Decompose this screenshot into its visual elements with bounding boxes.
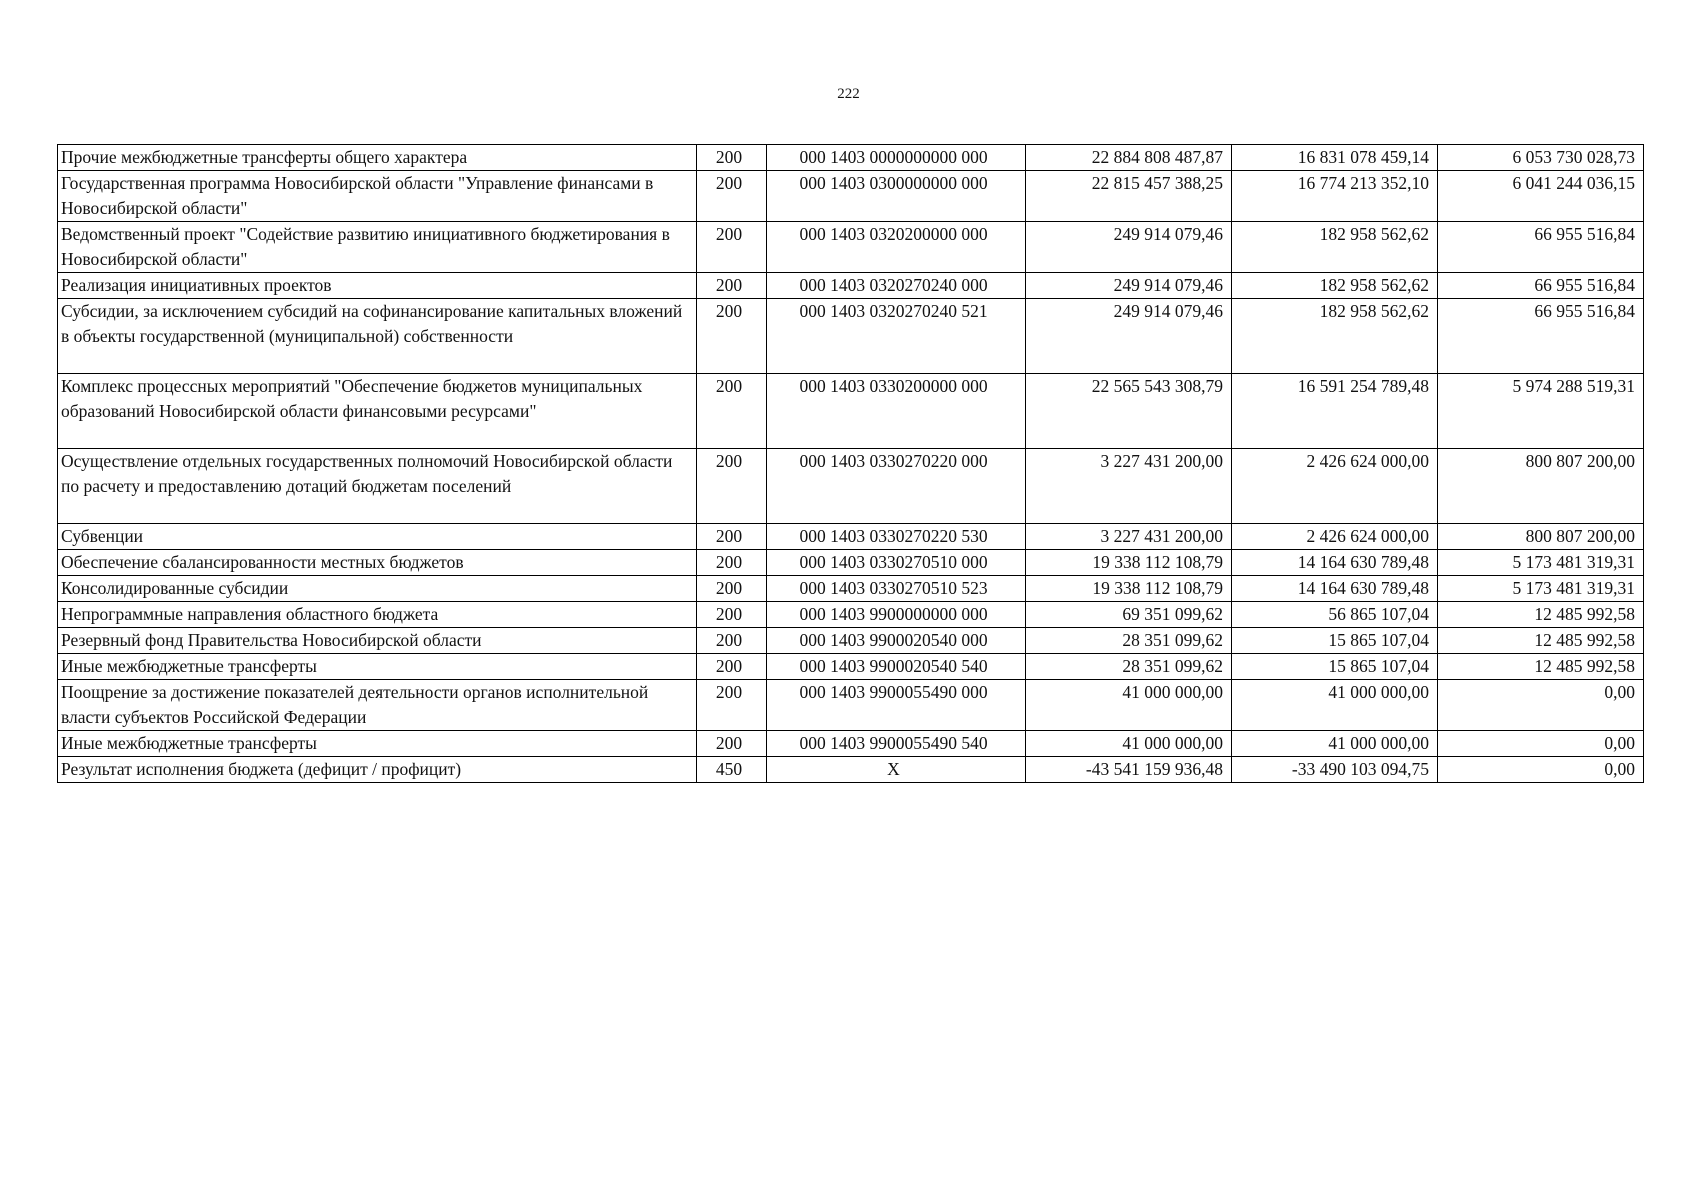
row-approved-amount-cell: 249 914 079,46 [1026,273,1232,299]
row-executed-amount-cell: 182 958 562,62 [1232,222,1438,273]
row-approved-amount-cell: 22 815 457 388,25 [1026,171,1232,222]
row-approved-amount-cell: 19 338 112 108,79 [1026,576,1232,602]
row-line-code-cell: 450 [697,757,767,783]
row-name-cell: Осуществление отдельных государственных полномочий Новосибирской области по расчету и предоставлению дотаций бюджетам поселений [58,449,697,524]
row-line-code-cell: 200 [697,731,767,757]
table-row [58,299,1644,374]
row-approved-amount-cell: 3 227 431 200,00 [1026,449,1232,524]
row-executed-amount-cell: 182 958 562,62 [1232,299,1438,374]
row-classification-code-cell: 000 1403 9900055490 000 [767,680,1026,731]
row-line-code-cell: 200 [697,654,767,680]
row-name-cell: Субсидии, за исключением субсидий на софинансирование капитальных вложений в объекты государственной (муниципальной) собственности [58,299,697,374]
row-name-cell: Результат исполнения бюджета (дефицит / профицит) [58,757,697,783]
table-row [58,602,1644,628]
row-name-cell: Поощрение за достижение показателей деятельности органов исполнительной власти субъектов Российской Федерации [58,680,697,731]
row-approved-amount-cell: 22 884 808 487,87 [1026,145,1232,171]
table-row [58,576,1644,602]
row-line-code-cell: 200 [697,576,767,602]
row-executed-amount-cell: 16 831 078 459,14 [1232,145,1438,171]
row-name-cell: Резервный фонд Правительства Новосибирской области [58,628,697,654]
table-row [58,628,1644,654]
table-row [58,654,1644,680]
table-row [58,145,1644,171]
row-approved-amount-cell: 249 914 079,46 [1026,222,1232,273]
row-approved-amount-cell: 41 000 000,00 [1026,731,1232,757]
budget-execution-table [57,144,1644,783]
row-executed-amount-cell: 16 774 213 352,10 [1232,171,1438,222]
table-body [58,145,1644,783]
row-name-cell: Ведомственный проект "Содействие развитию инициативного бюджетирования в Новосибирской области" [58,222,697,273]
row-unexecuted-amount-cell: 6 041 244 036,15 [1438,171,1644,222]
row-approved-amount-cell: 69 351 099,62 [1026,602,1232,628]
table-row [58,374,1644,449]
table-row [58,680,1644,731]
row-classification-code-cell: 000 1403 0320270240 000 [767,273,1026,299]
row-executed-amount-cell: 14 164 630 789,48 [1232,576,1438,602]
row-unexecuted-amount-cell: 12 485 992,58 [1438,602,1644,628]
table-row [58,731,1644,757]
row-unexecuted-amount-cell: 0,00 [1438,757,1644,783]
row-name-cell: Иные межбюджетные трансферты [58,731,697,757]
row-unexecuted-amount-cell: 6 053 730 028,73 [1438,145,1644,171]
page-number: 222 [837,86,860,102]
row-approved-amount-cell: 28 351 099,62 [1026,654,1232,680]
row-name-cell: Государственная программа Новосибирской области "Управление финансами в Новосибирской области" [58,171,697,222]
table-row [58,171,1644,222]
row-unexecuted-amount-cell: 800 807 200,00 [1438,524,1644,550]
row-name-cell: Иные межбюджетные трансферты [58,654,697,680]
row-line-code-cell: 200 [697,550,767,576]
row-executed-amount-cell: -33 490 103 094,75 [1232,757,1438,783]
row-unexecuted-amount-cell: 5 974 288 519,31 [1438,374,1644,449]
row-unexecuted-amount-cell: 12 485 992,58 [1438,628,1644,654]
row-classification-code-cell: 000 1403 0300000000 000 [767,171,1026,222]
table-row [58,757,1644,783]
row-line-code-cell: 200 [697,602,767,628]
row-classification-code-cell: 000 1403 0330270220 530 [767,524,1026,550]
row-approved-amount-cell: -43 541 159 936,48 [1026,757,1232,783]
row-unexecuted-amount-cell: 66 955 516,84 [1438,299,1644,374]
row-approved-amount-cell: 249 914 079,46 [1026,299,1232,374]
row-classification-code-cell: 000 1403 9900000000 000 [767,602,1026,628]
row-executed-amount-cell: 15 865 107,04 [1232,628,1438,654]
row-classification-code-cell: 000 1403 9900055490 540 [767,731,1026,757]
row-unexecuted-amount-cell: 66 955 516,84 [1438,273,1644,299]
row-classification-code-cell: 000 1403 9900020540 000 [767,628,1026,654]
row-name-cell: Консолидированные субсидии [58,576,697,602]
row-approved-amount-cell: 19 338 112 108,79 [1026,550,1232,576]
table-row [58,550,1644,576]
row-classification-code-cell: 000 1403 0330270510 000 [767,550,1026,576]
row-name-cell: Прочие межбюджетные трансферты общего характера [58,145,697,171]
row-line-code-cell: 200 [697,222,767,273]
row-line-code-cell: 200 [697,145,767,171]
row-unexecuted-amount-cell: 5 173 481 319,31 [1438,550,1644,576]
row-classification-code-cell: 000 1403 0320270240 521 [767,299,1026,374]
row-line-code-cell: 200 [697,449,767,524]
row-name-cell: Обеспечение сбалансированности местных бюджетов [58,550,697,576]
row-approved-amount-cell: 3 227 431 200,00 [1026,524,1232,550]
row-name-cell: Непрограммные направления областного бюджета [58,602,697,628]
row-line-code-cell: 200 [697,680,767,731]
row-classification-code-cell: 000 1403 0330270510 523 [767,576,1026,602]
row-executed-amount-cell: 182 958 562,62 [1232,273,1438,299]
row-classification-code-cell: X [767,757,1026,783]
row-executed-amount-cell: 16 591 254 789,48 [1232,374,1438,449]
row-unexecuted-amount-cell: 0,00 [1438,680,1644,731]
row-name-cell: Субвенции [58,524,697,550]
row-classification-code-cell: 000 1403 0320200000 000 [767,222,1026,273]
row-approved-amount-cell: 22 565 543 308,79 [1026,374,1232,449]
row-line-code-cell: 200 [697,628,767,654]
row-unexecuted-amount-cell: 800 807 200,00 [1438,449,1644,524]
row-executed-amount-cell: 41 000 000,00 [1232,731,1438,757]
row-line-code-cell: 200 [697,524,767,550]
row-executed-amount-cell: 2 426 624 000,00 [1232,449,1438,524]
row-classification-code-cell: 000 1403 9900020540 540 [767,654,1026,680]
row-classification-code-cell: 000 1403 0000000000 000 [767,145,1026,171]
row-line-code-cell: 200 [697,374,767,449]
row-classification-code-cell: 000 1403 0330270220 000 [767,449,1026,524]
row-executed-amount-cell: 56 865 107,04 [1232,602,1438,628]
row-name-cell: Комплекс процессных мероприятий "Обеспечение бюджетов муниципальных образований Новосибирской области финансовыми ресурсами" [58,374,697,449]
row-classification-code-cell: 000 1403 0330200000 000 [767,374,1026,449]
row-unexecuted-amount-cell: 0,00 [1438,731,1644,757]
row-line-code-cell: 200 [697,299,767,374]
row-executed-amount-cell: 14 164 630 789,48 [1232,550,1438,576]
row-unexecuted-amount-cell: 5 173 481 319,31 [1438,576,1644,602]
table-row [58,449,1644,524]
row-executed-amount-cell: 15 865 107,04 [1232,654,1438,680]
row-executed-amount-cell: 2 426 624 000,00 [1232,524,1438,550]
table-row [58,524,1644,550]
row-approved-amount-cell: 28 351 099,62 [1026,628,1232,654]
row-executed-amount-cell: 41 000 000,00 [1232,680,1438,731]
table-row [58,222,1644,273]
table-row [58,273,1644,299]
row-unexecuted-amount-cell: 12 485 992,58 [1438,654,1644,680]
row-line-code-cell: 200 [697,273,767,299]
row-unexecuted-amount-cell: 66 955 516,84 [1438,222,1644,273]
row-name-cell: Реализация инициативных проектов [58,273,697,299]
row-line-code-cell: 200 [697,171,767,222]
row-approved-amount-cell: 41 000 000,00 [1026,680,1232,731]
